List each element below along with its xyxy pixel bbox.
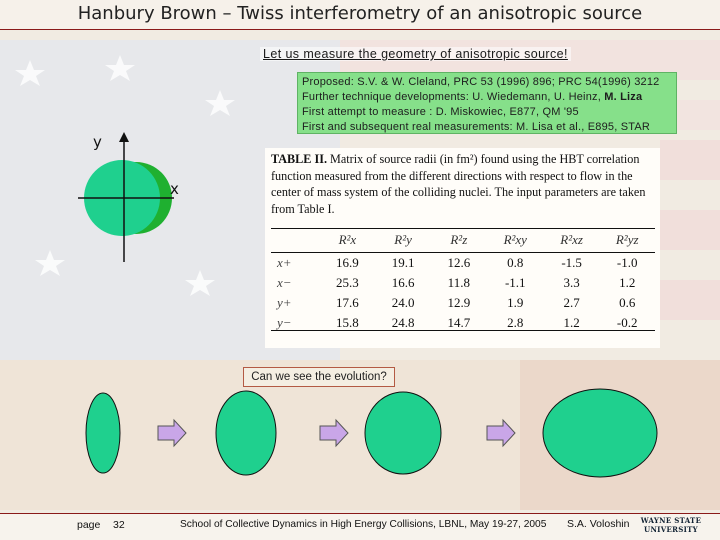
table-cell: 12.6 — [447, 255, 471, 270]
table-cell: 2.7 — [563, 295, 580, 310]
reference-bold-name: M. Liza — [604, 91, 643, 103]
row-label: x− — [277, 275, 292, 290]
arrow-right-icon — [158, 420, 186, 446]
column-header: R²z — [450, 232, 468, 247]
column-header: R²x — [338, 232, 357, 247]
reference-line: Proposed: S.V. & W. Cleland, PRC 53 (1996) 896; PRC 54(1996) 3212 — [302, 76, 660, 88]
source-radii-table — [271, 227, 655, 333]
source-geometry-diagram — [70, 132, 200, 264]
university-logo: WAYNE STATE UNIVERSITY — [640, 516, 702, 534]
evolution-ellipse-2 — [216, 391, 276, 475]
column-header: R²xz — [560, 232, 583, 247]
table-row — [271, 253, 655, 273]
reference-line: First and subsequent real measurements: M. Lisa et al., E895, STAR — [302, 121, 651, 133]
axis-label-y: y — [93, 133, 102, 151]
table-cell: 16.9 — [336, 255, 359, 270]
column-header: R²y — [394, 232, 412, 247]
column-header: R²yz — [615, 232, 639, 247]
footer-page-number: 32 — [113, 519, 125, 531]
y-axis-arrow — [119, 132, 129, 142]
table-row — [271, 273, 655, 293]
row-label: x+ — [277, 255, 292, 270]
table-cell: 15.8 — [336, 315, 359, 330]
references-box — [297, 72, 677, 134]
arrow-right-icon — [487, 420, 515, 446]
title-divider — [0, 29, 720, 30]
reference-line: Further technique developments: U. Wiedemann, U. Heinz, M. Liza — [302, 91, 643, 103]
table-caption-text: Matrix of source radii (in fm²) found using the HBT correlation function measured from the different directions with respect to flow in the center of mass system of the colliding nuclei — [271, 152, 640, 199]
table-cell: 24.0 — [391, 295, 415, 310]
evolution-ellipse-3 — [365, 392, 441, 474]
table-cell: 25.3 — [336, 275, 359, 290]
table-cell: 14.7 — [447, 315, 471, 330]
table-cell: 1.9 — [507, 295, 524, 310]
table-cell: 3.3 — [563, 275, 580, 290]
arrow-right-icon — [320, 420, 348, 446]
table-cell: 0.6 — [619, 295, 636, 310]
table-caption-label: TABLE II. — [271, 152, 327, 166]
table-row — [271, 293, 655, 313]
footer-page-label: page — [77, 519, 101, 531]
table-caption — [271, 151, 657, 217]
table-cell: -1.0 — [616, 255, 638, 270]
reference-line: First attempt to measure : D. Miskowiec, E877, QM '95 — [302, 106, 579, 118]
footer-event: School of Collective Dynamics in High Energy Collisions, LBNL, May 19-27, 2005 — [180, 519, 547, 530]
table-cell: -0.2 — [616, 315, 638, 330]
evolution-sequence — [0, 385, 720, 505]
axis-label-x: x — [170, 180, 179, 198]
table-cell: 1.2 — [563, 315, 580, 330]
row-label: y+ — [277, 295, 292, 310]
column-header: R²xy — [503, 232, 527, 247]
evolution-ellipse-4 — [543, 389, 657, 477]
table-cell: 2.8 — [507, 315, 524, 330]
row-label: y− — [277, 315, 292, 330]
column-header — [271, 227, 320, 253]
table-cell: -1.5 — [561, 255, 582, 270]
table-cell: 24.8 — [391, 315, 415, 330]
evolution-ellipse-1 — [86, 393, 120, 473]
table-cell: 11.8 — [447, 275, 470, 290]
slide-title: Hanbury Brown – Twiss interferometry of an anisotropic source — [77, 3, 643, 24]
table-cell: 0.8 — [507, 255, 524, 270]
table-cell: 19.1 — [391, 255, 415, 270]
source-radii-table-panel — [265, 148, 660, 348]
table-caption-text-end: . The input parameters are taken from Table I. — [271, 185, 646, 216]
table-cell: 17.6 — [336, 295, 359, 310]
slide-subtitle: Let us measure the geometry of anisotropic source! — [260, 47, 571, 61]
table-cell: 12.9 — [447, 295, 471, 310]
table-cell: 1.2 — [619, 275, 636, 290]
table-row — [271, 313, 655, 333]
table-cell: -1.1 — [504, 275, 526, 290]
footer-author: S.A. Voloshin — [567, 518, 630, 530]
footer-divider — [0, 513, 720, 514]
table-cell: 16.6 — [391, 275, 415, 290]
evolution-question-box: Can we see the evolution? — [243, 367, 395, 387]
